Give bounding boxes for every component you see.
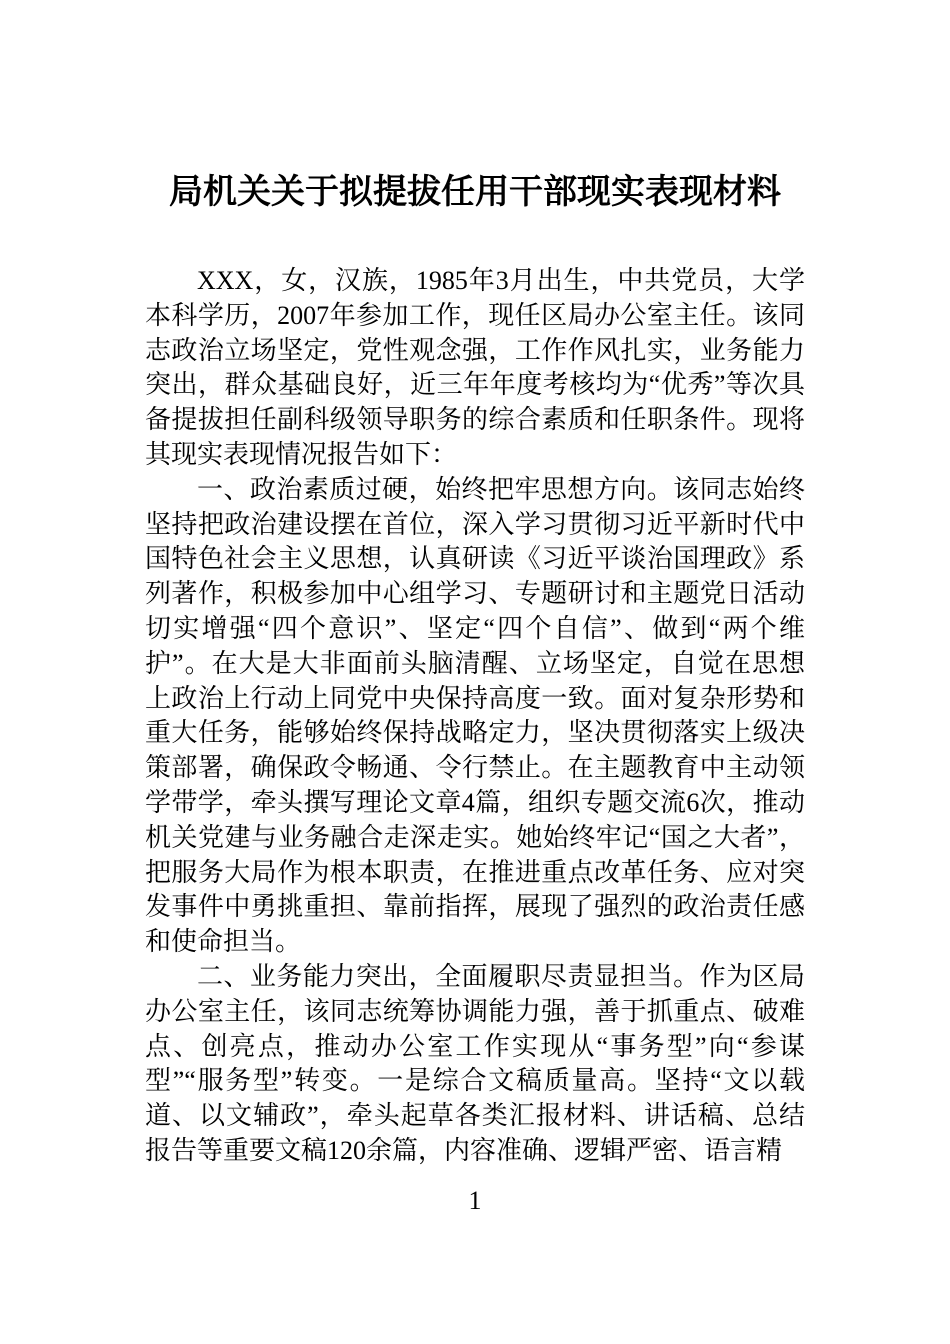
paragraph: XXX，女，汉族，1985年3月出生，中共党员，大学本科学历，2007年参加工作，现任区局办公室主任。该同志政治立场坚定，党性观念强，工作作风扎实，业务能力突出，群众基础良好，近三年年度考核均为“优秀”等次具备提拔担任副科级领导职务的综合素质和任职条件。现将其现实表现情况报告如下： [145,266,805,469]
paragraph: 一、政治素质过硬，始终把牢思想方向。该同志始终坚持把政治建设摆在首位，深入学习贯彻习近平新时代中国特色社会主义思想，认真研读《习近平谈治国理政》系列著作，积极参加中心组学习、专题研讨和主题党日活动切实增强“四个意识”、坚定“四个自信”、做到“两个维护”。在大是大非面前头脑清醒、立场坚定，自觉在思想上政治上行动上同党中央保持高度一致。面对复杂形势和重大任务，能够始终保持战略定力，坚决贯彻落实上级决策部署，确保政令畅通、令行禁止。在主题教育中主动领学带学，牵头撰写理论文章4篇，组织专题交流6次，推动机关党建与业务融合走深走实。她始终牢记“国之大者”，把服务大局作为根本职责，在推进重点改革任务、应对突发事件中勇挑重担、靠前指挥，展现了强烈的政治责任感和使命担当。 [145,474,805,957]
document-body [145,264,805,1169]
paragraph: 二、业务能力突出，全面履职尽责显担当。作为区局办公室主任，该同志统筹协调能力强，善于抓重点、破难点、创亮点，推动办公室工作实现从“事务型”向“参谋型”“服务型”转变。一是综合文稿质量高。坚持“文以载道、以文辅政”，牵头起草各类汇报材料、讲话稿、总结报告等重要文稿120余篇，内容准确、逻辑严密、语言精 [145,961,805,1165]
page-number: 1 [468,1186,482,1215]
document-title: 局机关关于拟提拔任用干部现实表现材料 [169,173,781,211]
